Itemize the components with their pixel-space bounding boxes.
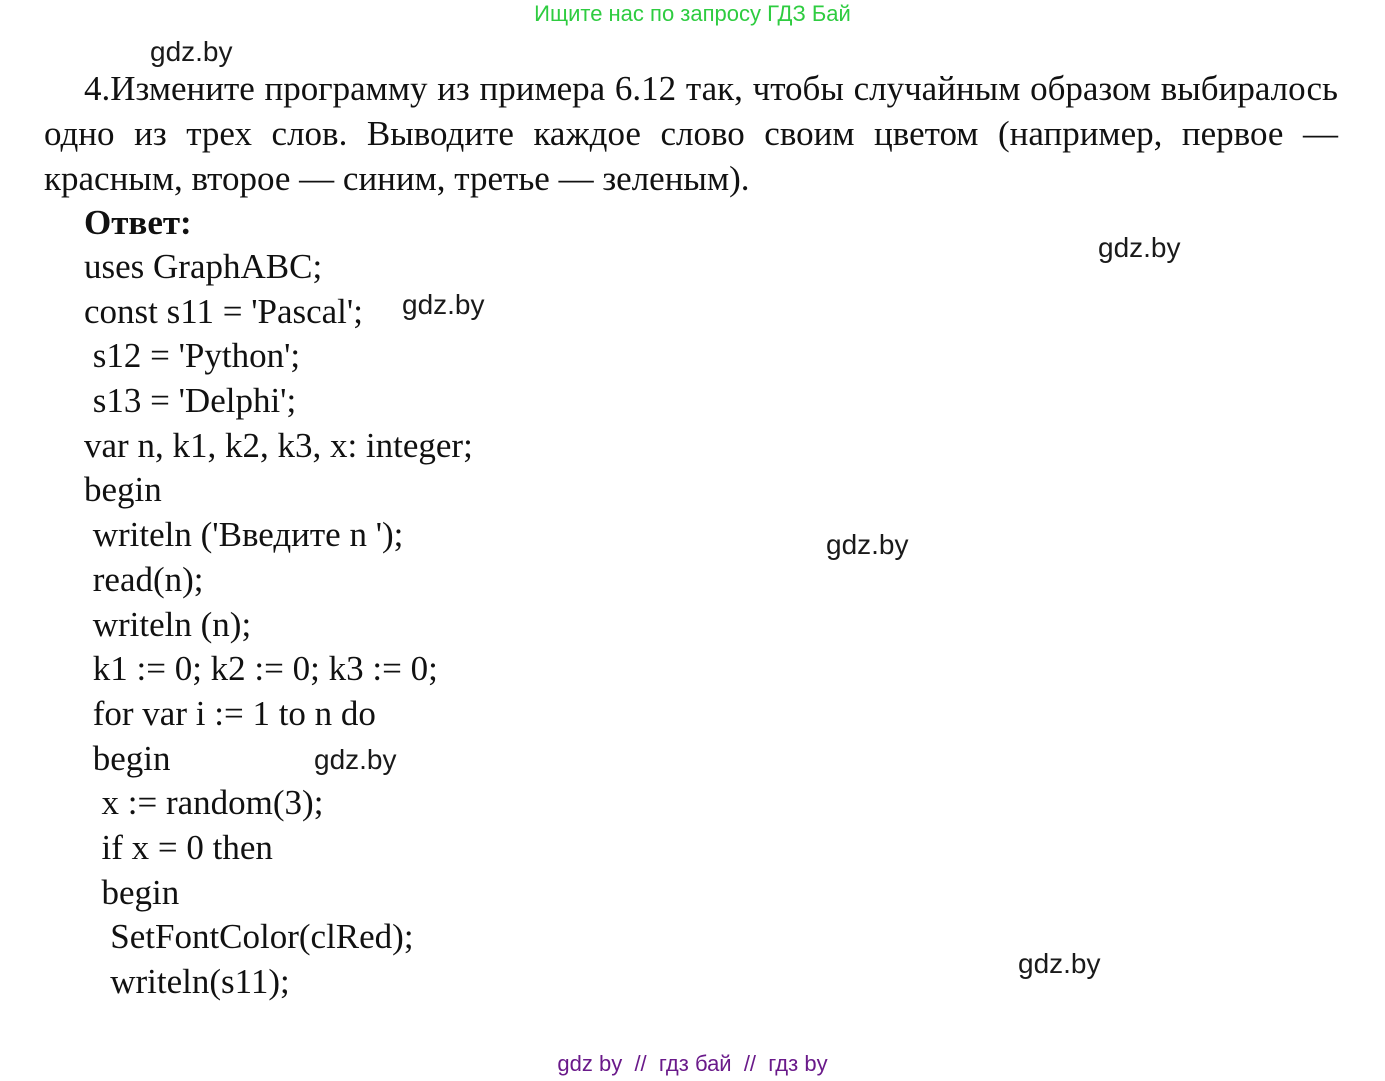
code-line: if x = 0 then [84,827,273,867]
code-line: for var i := 1 to n do [84,693,376,733]
code-line: s13 = 'Delphi'; [84,381,297,421]
code-line: begin [84,872,180,912]
code-line: x := random(3); [84,783,324,823]
code-line: begin [84,738,171,778]
watermark: gdz.by [1098,232,1181,263]
code-line: SetFontColor(clRed); [84,917,414,957]
code-line: uses GraphABC; [84,247,323,286]
code-line: begin [84,470,162,510]
footer-watermark: gdz by // гдз бай // гдз by [557,1051,828,1076]
code-line: var n, k1, k2, k3, x: integer; [84,425,473,465]
task-statement: 4.Измените программу из примера 6.12 так, чтобы случайным образом выбиралось одно из трех слов. Выводите каждое слово своим цветом (например, первое — красным, второе — синим, третье — зеленым). [44,69,1338,198]
answer-label: Ответ: [84,203,192,242]
code-line: const s11 = 'Pascal'; [84,291,363,331]
watermark: gdz.by [314,744,397,775]
code-line: writeln(s11); [84,962,290,1001]
code-line: read(n); [84,559,204,599]
code-line: k1 := 0; k2 := 0; k3 := 0; [84,649,438,689]
watermark: gdz.by [826,529,909,560]
code-line: writeln (n); [84,604,252,644]
code-line: s12 = 'Python'; [84,336,301,376]
watermark: gdz.by [402,289,485,320]
code-listing [84,245,473,1005]
watermark: gdz.by [150,36,233,67]
watermark: gdz.by [1018,948,1101,979]
search-hint-banner: Ищите нас по запросу ГДЗ Бай [534,1,851,26]
code-line: writeln ('Введите n '); [84,515,404,555]
